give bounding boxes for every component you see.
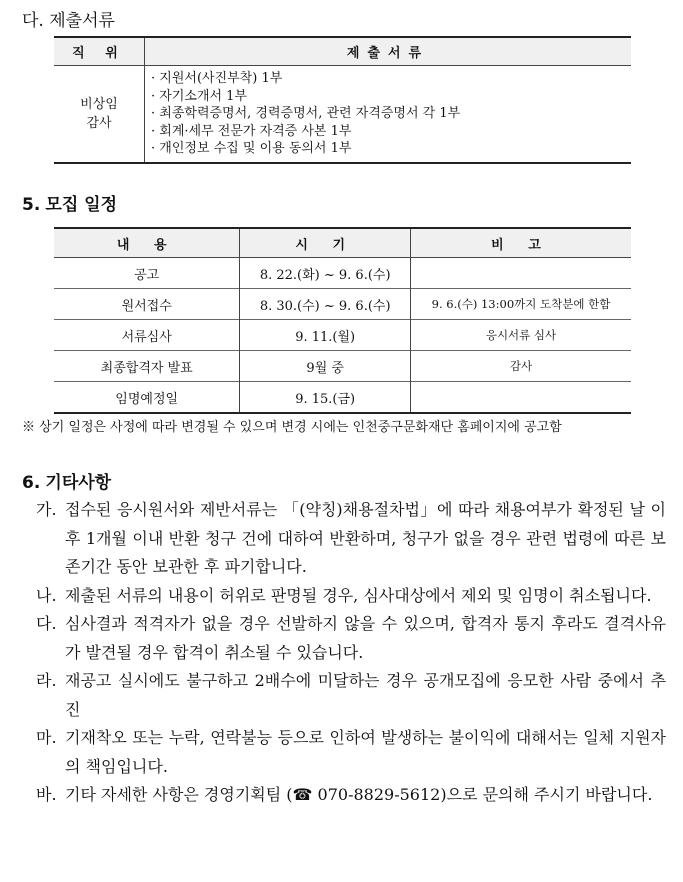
list-item: [36, 667, 666, 724]
doc-item: · 지원서(사진부착) 1부: [151, 71, 283, 86]
contact-text: [65, 781, 666, 810]
item-text: 기재착오 또는 누락, 연락불능 등으로 인하여 발생하는 불이익에 대해서는 일체 지원자의 책임입니다.: [65, 728, 666, 776]
table-row: [54, 320, 631, 351]
row-period: 9. 11.(월): [240, 320, 411, 351]
row-remark: 9. 6.(수) 13:00까지 도착분에 한함: [411, 289, 632, 320]
etc-title: 기타사항: [45, 473, 112, 493]
item-text: 제출된 서류의 내용이 허위로 판명될 경우, 심사대상에서 제외 및 임명이 취소됩니다.: [65, 585, 652, 605]
row-content: 최종합격자 발표: [54, 351, 240, 382]
position-line2: 감사: [86, 115, 112, 131]
item-mark: 바.: [36, 785, 57, 804]
item-mark: 라.: [36, 671, 57, 690]
contact-item: [36, 781, 666, 810]
row-remark: 감사: [411, 351, 632, 382]
list-item: [36, 496, 666, 582]
row-content: 임명예정일: [54, 382, 240, 414]
docs-list-cell: [145, 66, 632, 163]
schedule-number: 5.: [22, 195, 41, 215]
row-remark: 응시서류 심사: [411, 320, 632, 351]
schedule-title: 모집 일정: [45, 195, 117, 215]
docs-col-documents: 제출서류: [145, 37, 632, 66]
docs-position-cell: [54, 66, 145, 163]
row-period: 8. 22.(화) ~ 9. 6.(수): [240, 258, 411, 289]
row-period: 9. 15.(금): [240, 382, 411, 414]
item-text: 심사결과 적격자가 없을 경우 선발하지 않을 수 있으며, 합격자 통지 후라도 결격사유가 발견될 경우 합격이 취소될 수 있습니다.: [65, 614, 666, 662]
position-line1: 비상임: [80, 96, 118, 112]
item-mark: 나.: [36, 585, 57, 605]
schedule-col-content: 내 용: [54, 228, 240, 258]
list-item: [36, 582, 666, 611]
etc-number: 6.: [22, 473, 41, 493]
schedule-col-remark: 비 고: [411, 228, 632, 258]
doc-item: · 회계·세무 전문가 자격증 사본 1부: [151, 123, 352, 139]
table-row: [54, 382, 631, 414]
doc-item: · 최종학력증명서, 경력증명서, 관련 자격증명서 각 1부: [151, 106, 461, 121]
schedule-note: ※ 상기 일정은 사정에 따라 변경될 수 있으며 변경 시에는 인천중구문화재단 홈페이지에 공고함: [22, 420, 562, 435]
list-item: [36, 724, 666, 781]
row-content: 서류심사: [54, 320, 240, 351]
docs-col-position: 직 위: [54, 37, 145, 66]
row-remark: [411, 382, 632, 414]
doc-item: · 자기소개서 1부: [151, 88, 248, 104]
item-mark: 마.: [36, 728, 57, 747]
row-period: 8. 30.(수) ~ 9. 6.(수): [240, 289, 411, 320]
table-row: [54, 289, 631, 320]
schedule-heading: [22, 190, 117, 215]
contact-after: )으로 문의해 주시기 바랍니다.: [440, 785, 653, 804]
phone-icon: ☎: [292, 785, 313, 804]
docs-heading: 다. 제출서류: [22, 11, 115, 31]
table-row: [54, 258, 631, 289]
contact-before: 기타 자세한 사항은 경영기획팀 (: [65, 785, 293, 804]
row-content: 원서접수: [54, 289, 240, 320]
item-mark: 다.: [36, 614, 57, 633]
docs-table-row: [54, 66, 631, 163]
doc-item: · 개인정보 수집 및 이용 동의서 1부: [151, 141, 352, 156]
item-mark: 가.: [36, 500, 57, 519]
schedule-header: [54, 228, 631, 258]
list-item: [36, 610, 666, 667]
docs-table-header: [54, 37, 631, 66]
contact-phone: 070-8829-5612: [317, 785, 441, 804]
etc-list: [36, 496, 666, 810]
row-remark: [411, 258, 632, 289]
row-content: 공고: [54, 258, 240, 289]
table-row: [54, 351, 631, 382]
item-text: 접수된 응시원서와 제반서류는 「(약칭)채용절차법」에 따라 채용여부가 확정된 날 이후 1개월 이내 반환 청구 건에 대하여 반환하며, 청구가 없을 경우 관련 법령에 따른 보존기간 동안 보관한 후 파기합니다.: [65, 500, 666, 576]
row-period: 9월 중: [240, 351, 411, 382]
schedule-table: [54, 227, 631, 414]
item-text: 재공고 실시에도 불구하고 2배수에 미달하는 경우 공개모집에 응모한 사람 중에서 추진: [65, 671, 666, 719]
docs-table: [54, 36, 631, 164]
schedule-col-period: 시 기: [240, 228, 411, 258]
etc-heading: [22, 468, 111, 493]
